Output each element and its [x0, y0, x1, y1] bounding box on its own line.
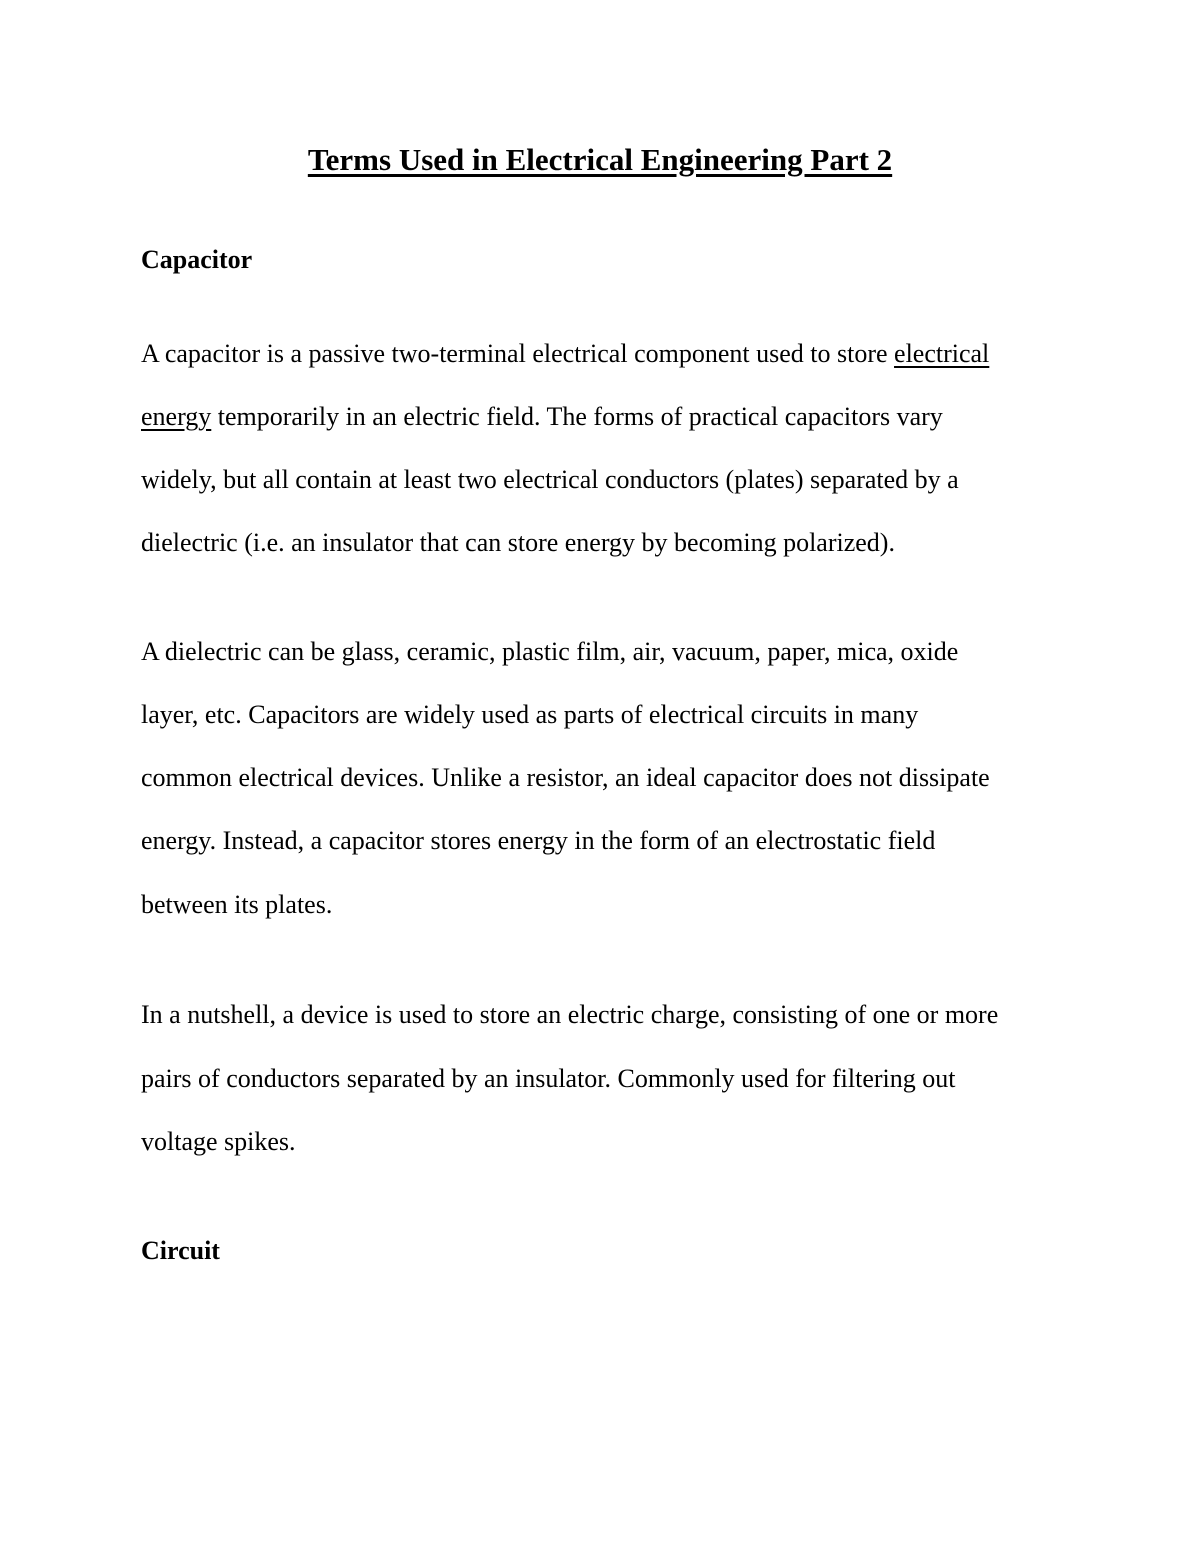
paragraph-line: dielectric (i.e. an insulator that can store energy by becoming polarized).	[141, 528, 895, 557]
section-heading-circuit: Circuit	[141, 1236, 220, 1265]
section-heading-capacitor: Capacitor	[141, 245, 253, 274]
text-run: temporarily in an electric field. The forms of practical capacitors vary	[211, 402, 943, 431]
paragraph-line: common electrical devices. Unlike a resistor, an ideal capacitor does not dissipate	[141, 763, 990, 792]
paragraph-line: pairs of conductors separated by an insulator. Commonly used for filtering out	[141, 1064, 956, 1093]
document-title: Terms Used in Electrical Engineering Part 2	[307, 142, 893, 177]
link-electrical-energy[interactable]: energy	[141, 402, 212, 431]
paragraph-line: widely, but all contain at least two electrical conductors (plates) separated by a	[141, 465, 959, 494]
paragraph-line	[141, 336, 989, 372]
paragraph-line: A dielectric can be glass, ceramic, plastic film, air, vacuum, paper, mica, oxide	[141, 637, 959, 666]
paragraph-line: energy. Instead, a capacitor stores energy in the form of an electrostatic field	[141, 826, 936, 855]
paragraph-line	[141, 399, 943, 435]
paragraph-line: layer, etc. Capacitors are widely used as parts of electrical circuits in many	[141, 700, 919, 729]
paragraph-line: In a nutshell, a device is used to store an electric charge, consisting of one or more	[141, 1000, 999, 1029]
text-run: A capacitor is a passive two-terminal electrical component used to store	[141, 339, 895, 368]
paragraph-line: voltage spikes.	[141, 1127, 296, 1156]
link-electrical-energy[interactable]: electrical	[894, 339, 990, 368]
paragraph-line: between its plates.	[141, 890, 333, 919]
